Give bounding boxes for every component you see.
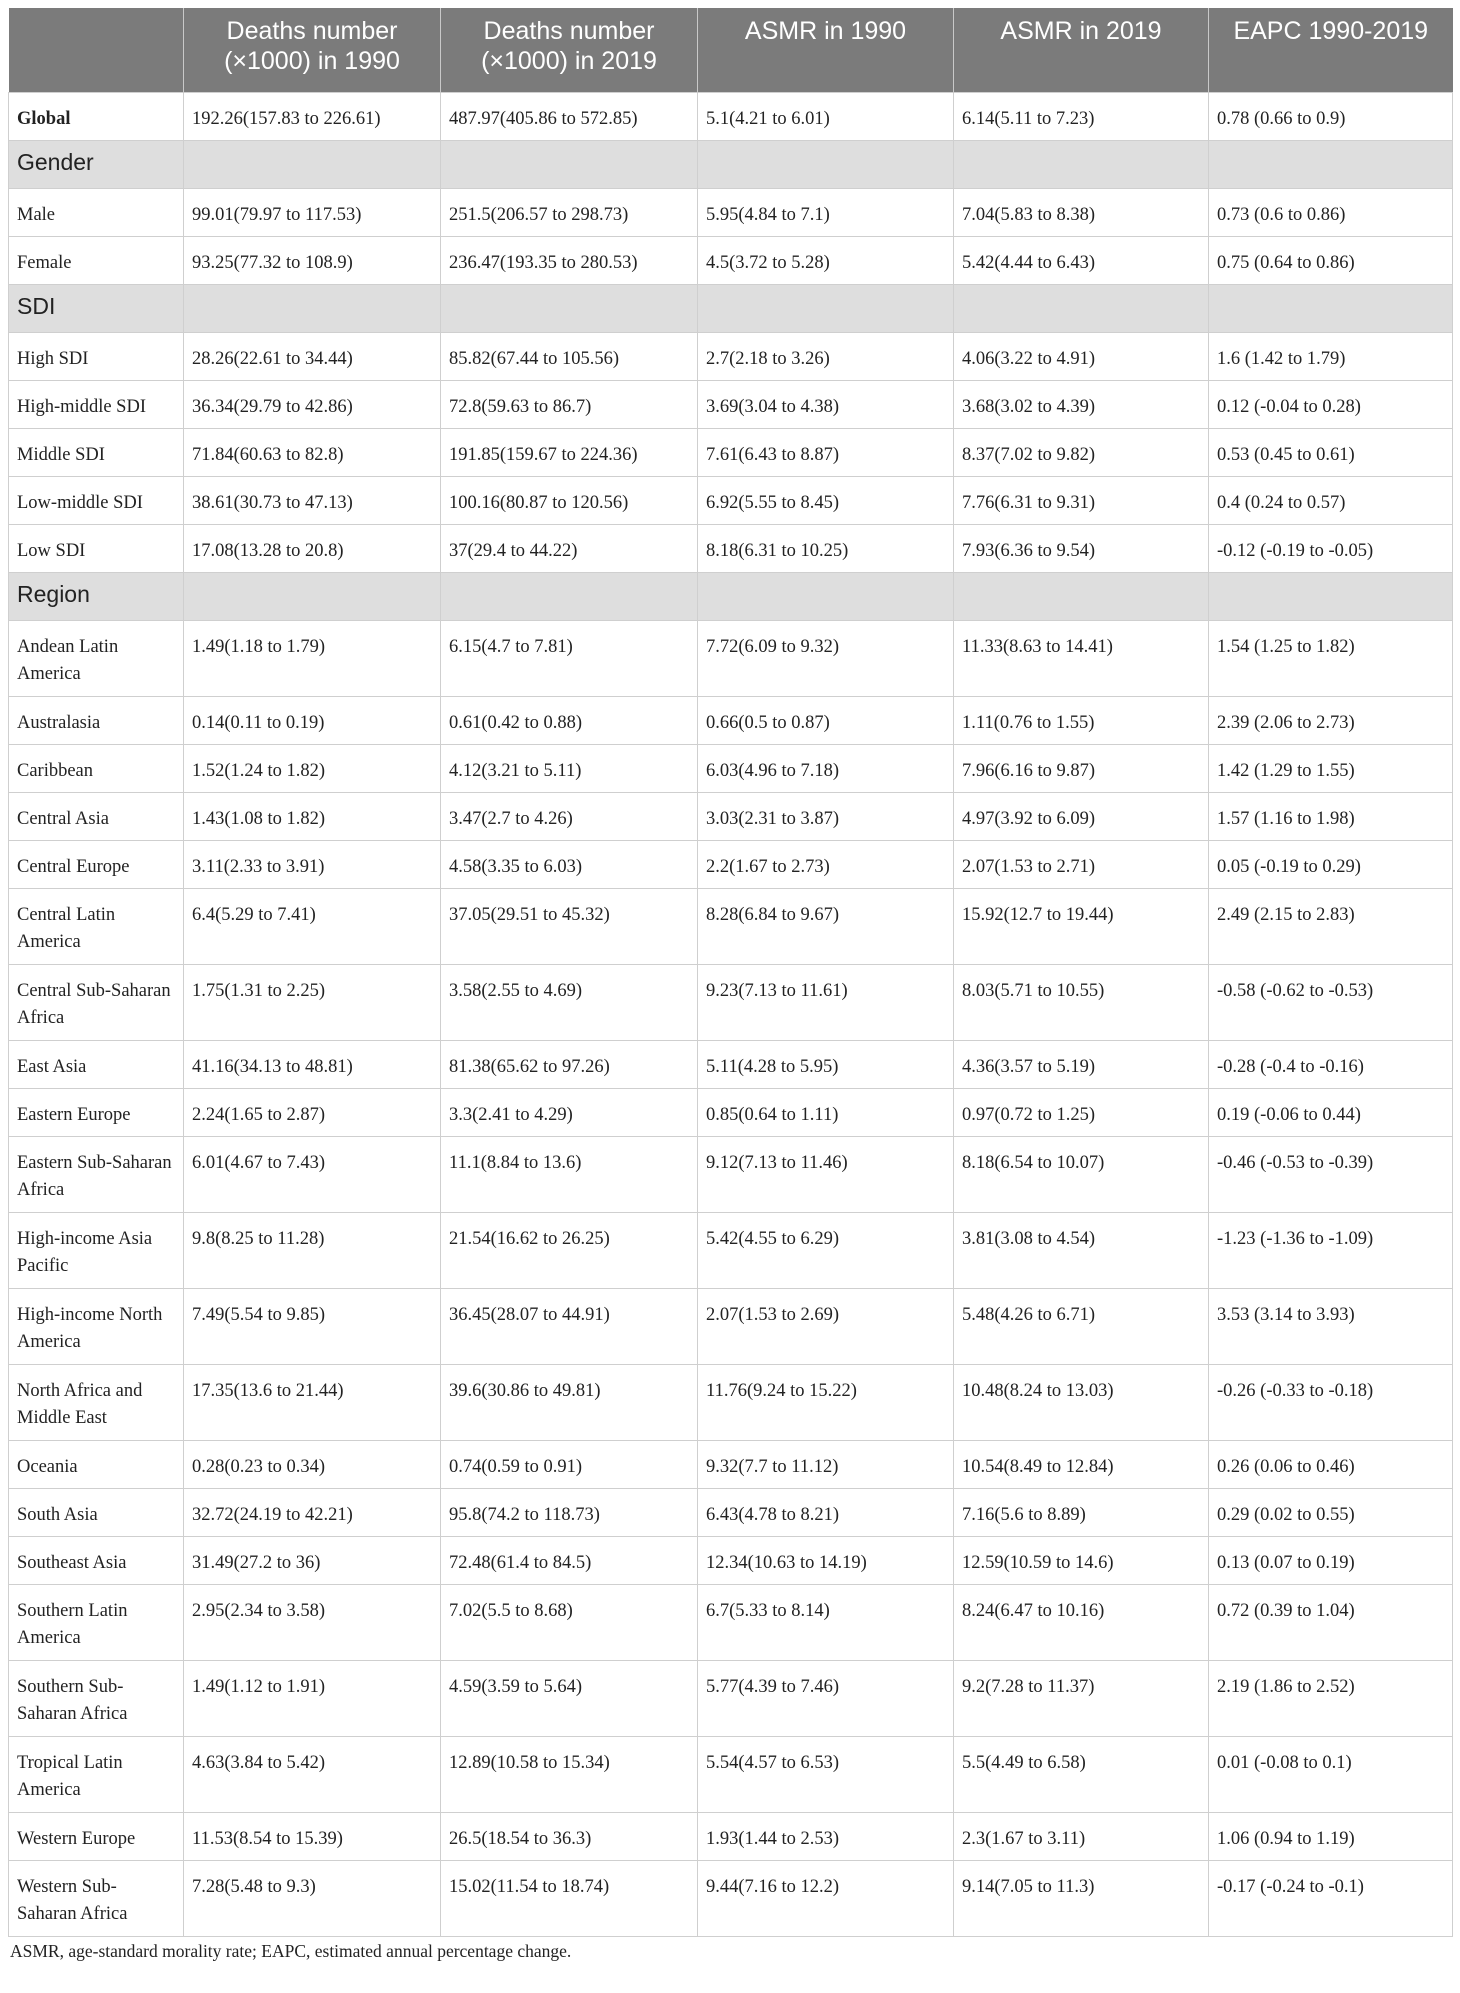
table-cell: 11.1(8.84 to 13.6)	[441, 1136, 698, 1212]
row-label-cell: Southern Latin America	[9, 1584, 184, 1660]
table-cell: 3.03(2.31 to 3.87)	[698, 792, 954, 840]
table-cell: 37(29.4 to 44.22)	[441, 524, 698, 572]
table-row	[9, 1088, 1453, 1136]
table-cell: 5.54(4.57 to 6.53)	[698, 1736, 954, 1812]
table-cell: 0.53 (0.45 to 0.61)	[1209, 428, 1453, 476]
table-cell: 17.08(13.28 to 20.8)	[184, 524, 441, 572]
row-label-cell: Caribbean	[9, 744, 184, 792]
table-body	[9, 92, 1453, 1936]
table-cell: 6.14(5.11 to 7.23)	[954, 92, 1209, 140]
table-cell: 11.53(8.54 to 15.39)	[184, 1812, 441, 1860]
table-cell: 6.03(4.96 to 7.18)	[698, 744, 954, 792]
row-label-cell: South Asia	[9, 1488, 184, 1536]
table-cell: 21.54(16.62 to 26.25)	[441, 1212, 698, 1288]
section-empty-cell	[184, 572, 441, 620]
table-cell: 1.75(1.31 to 2.25)	[184, 964, 441, 1040]
table-cell: 1.11(0.76 to 1.55)	[954, 696, 1209, 744]
table-cell: 3.69(3.04 to 4.38)	[698, 380, 954, 428]
table-cell: 9.2(7.28 to 11.37)	[954, 1660, 1209, 1736]
table-cell: 4.5(3.72 to 5.28)	[698, 236, 954, 284]
table-cell: 5.77(4.39 to 7.46)	[698, 1660, 954, 1736]
table-cell: 2.3(1.67 to 3.11)	[954, 1812, 1209, 1860]
section-empty-cell	[698, 140, 954, 188]
mortality-table	[8, 8, 1453, 1937]
table-cell: 0.26 (0.06 to 0.46)	[1209, 1440, 1453, 1488]
table-row	[9, 1040, 1453, 1088]
section-empty-cell	[1209, 140, 1453, 188]
table-cell: 3.58(2.55 to 4.69)	[441, 964, 698, 1040]
section-empty-cell	[698, 284, 954, 332]
table-cell: 0.4 (0.24 to 0.57)	[1209, 476, 1453, 524]
table-row	[9, 840, 1453, 888]
section-row	[9, 140, 1453, 188]
table-row	[9, 92, 1453, 140]
table-cell: 3.68(3.02 to 4.39)	[954, 380, 1209, 428]
row-label-cell: Andean Latin America	[9, 620, 184, 696]
table-cell: 3.47(2.7 to 4.26)	[441, 792, 698, 840]
row-label-cell: Eastern Sub-Saharan Africa	[9, 1136, 184, 1212]
table-cell: 15.02(11.54 to 18.74)	[441, 1860, 698, 1936]
table-cell: 191.85(159.67 to 224.36)	[441, 428, 698, 476]
table-cell: 15.92(12.7 to 19.44)	[954, 888, 1209, 964]
table-cell: 95.8(74.2 to 118.73)	[441, 1488, 698, 1536]
row-label-cell: Low SDI	[9, 524, 184, 572]
row-label-cell: Central Sub-Saharan Africa	[9, 964, 184, 1040]
table-cell: 0.29 (0.02 to 0.55)	[1209, 1488, 1453, 1536]
table-cell: 1.43(1.08 to 1.82)	[184, 792, 441, 840]
table-cell: 1.52(1.24 to 1.82)	[184, 744, 441, 792]
table-row	[9, 620, 1453, 696]
table-cell: 71.84(60.63 to 82.8)	[184, 428, 441, 476]
table-cell: 6.43(4.78 to 8.21)	[698, 1488, 954, 1536]
table-cell: 8.18(6.31 to 10.25)	[698, 524, 954, 572]
row-label-cell: Tropical Latin America	[9, 1736, 184, 1812]
row-label-cell: Eastern Europe	[9, 1088, 184, 1136]
table-cell: 3.11(2.33 to 3.91)	[184, 840, 441, 888]
row-label-cell: Southeast Asia	[9, 1536, 184, 1584]
row-label-cell: High-middle SDI	[9, 380, 184, 428]
table-cell: 7.04(5.83 to 8.38)	[954, 188, 1209, 236]
table-cell: 9.23(7.13 to 11.61)	[698, 964, 954, 1040]
table-cell: 8.28(6.84 to 9.67)	[698, 888, 954, 964]
table-cell: 93.25(77.32 to 108.9)	[184, 236, 441, 284]
table-cell: 6.01(4.67 to 7.43)	[184, 1136, 441, 1212]
table-cell: 1.93(1.44 to 2.53)	[698, 1812, 954, 1860]
table-row	[9, 236, 1453, 284]
table-cell: 1.42 (1.29 to 1.55)	[1209, 744, 1453, 792]
table-footnote: ASMR, age-standard morality rate; EAPC, estimated annual percentage change.	[10, 1940, 572, 1961]
table-cell: 8.03(5.71 to 10.55)	[954, 964, 1209, 1040]
table-cell: 31.49(27.2 to 36)	[184, 1536, 441, 1584]
table-cell: 2.7(2.18 to 3.26)	[698, 332, 954, 380]
section-label: Region	[9, 572, 184, 620]
table-cell: 7.28(5.48 to 9.3)	[184, 1860, 441, 1936]
section-empty-cell	[954, 140, 1209, 188]
table-cell: 7.61(6.43 to 8.87)	[698, 428, 954, 476]
table-cell: 7.16(5.6 to 8.89)	[954, 1488, 1209, 1536]
table-cell: 8.18(6.54 to 10.07)	[954, 1136, 1209, 1212]
table-cell: 2.19 (1.86 to 2.52)	[1209, 1660, 1453, 1736]
table-cell: 38.61(30.73 to 47.13)	[184, 476, 441, 524]
table-cell: 5.95(4.84 to 7.1)	[698, 188, 954, 236]
table-cell: 0.05 (-0.19 to 0.29)	[1209, 840, 1453, 888]
table-cell: 2.49 (2.15 to 2.83)	[1209, 888, 1453, 964]
table-row	[9, 1212, 1453, 1288]
header-deaths-2019: Deaths number (×1000) in 2019	[441, 8, 698, 92]
table-cell: 85.82(67.44 to 105.56)	[441, 332, 698, 380]
table-cell: 2.95(2.34 to 3.58)	[184, 1584, 441, 1660]
table-row	[9, 792, 1453, 840]
section-empty-cell	[184, 284, 441, 332]
table-cell: 12.89(10.58 to 15.34)	[441, 1736, 698, 1812]
table-cell: 2.2(1.67 to 2.73)	[698, 840, 954, 888]
table-row	[9, 744, 1453, 792]
table-cell: 236.47(193.35 to 280.53)	[441, 236, 698, 284]
table-cell: 1.06 (0.94 to 1.19)	[1209, 1812, 1453, 1860]
section-empty-cell	[1209, 284, 1453, 332]
table-cell: 5.42(4.44 to 6.43)	[954, 236, 1209, 284]
table-cell: 9.44(7.16 to 12.2)	[698, 1860, 954, 1936]
row-label-cell: High-income Asia Pacific	[9, 1212, 184, 1288]
table-row	[9, 428, 1453, 476]
table-row	[9, 1288, 1453, 1364]
table-cell: 1.49(1.12 to 1.91)	[184, 1660, 441, 1736]
table-cell: 8.24(6.47 to 10.16)	[954, 1584, 1209, 1660]
table-cell: 2.39 (2.06 to 2.73)	[1209, 696, 1453, 744]
table-cell: 7.96(6.16 to 9.87)	[954, 744, 1209, 792]
section-label: Gender	[9, 140, 184, 188]
table-cell: 7.02(5.5 to 8.68)	[441, 1584, 698, 1660]
header-row	[9, 8, 1453, 92]
row-label-cell: Middle SDI	[9, 428, 184, 476]
table-cell: 32.72(24.19 to 42.21)	[184, 1488, 441, 1536]
row-label-cell: Male	[9, 188, 184, 236]
row-label-cell: High-income North America	[9, 1288, 184, 1364]
header-asmr-1990: ASMR in 1990	[698, 8, 954, 92]
table-cell: 7.72(6.09 to 9.32)	[698, 620, 954, 696]
table-row	[9, 332, 1453, 380]
table-row	[9, 696, 1453, 744]
table-cell: 4.06(3.22 to 4.91)	[954, 332, 1209, 380]
table-cell: 0.73 (0.6 to 0.86)	[1209, 188, 1453, 236]
table-cell: 0.01 (-0.08 to 0.1)	[1209, 1736, 1453, 1812]
table-cell: 0.78 (0.66 to 0.9)	[1209, 92, 1453, 140]
table-row	[9, 1812, 1453, 1860]
table-cell: 41.16(34.13 to 48.81)	[184, 1040, 441, 1088]
table-cell: 4.36(3.57 to 5.19)	[954, 1040, 1209, 1088]
table-cell: 0.14(0.11 to 0.19)	[184, 696, 441, 744]
table-row	[9, 1364, 1453, 1440]
table-cell: -0.28 (-0.4 to -0.16)	[1209, 1040, 1453, 1088]
table-cell: 9.32(7.7 to 11.12)	[698, 1440, 954, 1488]
section-empty-cell	[184, 140, 441, 188]
section-row	[9, 572, 1453, 620]
table-cell: 26.5(18.54 to 36.3)	[441, 1812, 698, 1860]
table-cell: 100.16(80.87 to 120.56)	[441, 476, 698, 524]
table-cell: 12.34(10.63 to 14.19)	[698, 1536, 954, 1584]
table-cell: 72.8(59.63 to 86.7)	[441, 380, 698, 428]
table-cell: 81.38(65.62 to 97.26)	[441, 1040, 698, 1088]
table-cell: 1.6 (1.42 to 1.79)	[1209, 332, 1453, 380]
table-cell: 9.8(8.25 to 11.28)	[184, 1212, 441, 1288]
row-label-cell: High SDI	[9, 332, 184, 380]
section-empty-cell	[954, 572, 1209, 620]
table-row	[9, 1136, 1453, 1212]
table-cell: 5.1(4.21 to 6.01)	[698, 92, 954, 140]
table-cell: 4.97(3.92 to 6.09)	[954, 792, 1209, 840]
table-cell: 36.34(29.79 to 42.86)	[184, 380, 441, 428]
table-cell: -0.26 (-0.33 to -0.18)	[1209, 1364, 1453, 1440]
table-cell: 0.85(0.64 to 1.11)	[698, 1088, 954, 1136]
table-cell: 12.59(10.59 to 14.6)	[954, 1536, 1209, 1584]
table-cell: 6.92(5.55 to 8.45)	[698, 476, 954, 524]
table-cell: 4.59(3.59 to 5.64)	[441, 1660, 698, 1736]
section-empty-cell	[1209, 572, 1453, 620]
table-cell: 2.07(1.53 to 2.71)	[954, 840, 1209, 888]
table-row	[9, 1660, 1453, 1736]
table-row	[9, 524, 1453, 572]
table-cell: -0.17 (-0.24 to -0.1)	[1209, 1860, 1453, 1936]
table-cell: -0.58 (-0.62 to -0.53)	[1209, 964, 1453, 1040]
table-cell: 5.11(4.28 to 5.95)	[698, 1040, 954, 1088]
table-cell: 6.15(4.7 to 7.81)	[441, 620, 698, 696]
table-row	[9, 1488, 1453, 1536]
table-cell: 72.48(61.4 to 84.5)	[441, 1536, 698, 1584]
table-row	[9, 964, 1453, 1040]
row-label-cell: Low-middle SDI	[9, 476, 184, 524]
row-label-cell: Female	[9, 236, 184, 284]
table-cell: 487.97(405.86 to 572.85)	[441, 92, 698, 140]
section-empty-cell	[441, 140, 698, 188]
table-cell: 9.14(7.05 to 11.3)	[954, 1860, 1209, 1936]
table-cell: 3.3(2.41 to 4.29)	[441, 1088, 698, 1136]
table-cell: 8.37(7.02 to 9.82)	[954, 428, 1209, 476]
row-label-cell: Western Europe	[9, 1812, 184, 1860]
table-cell: 6.4(5.29 to 7.41)	[184, 888, 441, 964]
table-cell: 7.49(5.54 to 9.85)	[184, 1288, 441, 1364]
section-empty-cell	[441, 284, 698, 332]
table-cell: 192.26(157.83 to 226.61)	[184, 92, 441, 140]
table-row	[9, 1440, 1453, 1488]
section-label: SDI	[9, 284, 184, 332]
header-eapc: EAPC 1990-2019	[1209, 8, 1453, 92]
row-label-cell: Central Latin America	[9, 888, 184, 964]
header-asmr-2019: ASMR in 2019	[954, 8, 1209, 92]
table-cell: 4.63(3.84 to 5.42)	[184, 1736, 441, 1812]
table-cell: 11.76(9.24 to 15.22)	[698, 1364, 954, 1440]
row-label-cell: Central Asia	[9, 792, 184, 840]
table-row	[9, 1584, 1453, 1660]
table-cell: 251.5(206.57 to 298.73)	[441, 188, 698, 236]
table-cell: 1.57 (1.16 to 1.98)	[1209, 792, 1453, 840]
table-cell: 7.93(6.36 to 9.54)	[954, 524, 1209, 572]
table-cell: 1.54 (1.25 to 1.82)	[1209, 620, 1453, 696]
table-row	[9, 188, 1453, 236]
table-cell: 4.58(3.35 to 6.03)	[441, 840, 698, 888]
table-cell: 39.6(30.86 to 49.81)	[441, 1364, 698, 1440]
table-container	[8, 8, 1452, 1962]
table-cell: -0.46 (-0.53 to -0.39)	[1209, 1136, 1453, 1212]
table-cell: 10.54(8.49 to 12.84)	[954, 1440, 1209, 1488]
table-cell: 9.12(7.13 to 11.46)	[698, 1136, 954, 1212]
table-cell: 0.12 (-0.04 to 0.28)	[1209, 380, 1453, 428]
table-cell: 0.66(0.5 to 0.87)	[698, 696, 954, 744]
table-cell: 0.28(0.23 to 0.34)	[184, 1440, 441, 1488]
row-label-cell: Australasia	[9, 696, 184, 744]
row-label-cell: Central Europe	[9, 840, 184, 888]
table-cell: 2.24(1.65 to 2.87)	[184, 1088, 441, 1136]
table-cell: -0.12 (-0.19 to -0.05)	[1209, 524, 1453, 572]
row-label-cell: Global	[9, 92, 184, 140]
table-cell: 0.97(0.72 to 1.25)	[954, 1088, 1209, 1136]
table-cell: 4.12(3.21 to 5.11)	[441, 744, 698, 792]
table-cell: 28.26(22.61 to 34.44)	[184, 332, 441, 380]
table-cell: 6.7(5.33 to 8.14)	[698, 1584, 954, 1660]
table-row	[9, 1736, 1453, 1812]
table-cell: 5.5(4.49 to 6.58)	[954, 1736, 1209, 1812]
section-empty-cell	[441, 572, 698, 620]
table-cell: -1.23 (-1.36 to -1.09)	[1209, 1212, 1453, 1288]
table-cell: 0.13 (0.07 to 0.19)	[1209, 1536, 1453, 1584]
table-cell: 3.53 (3.14 to 3.93)	[1209, 1288, 1453, 1364]
section-empty-cell	[698, 572, 954, 620]
table-cell: 0.72 (0.39 to 1.04)	[1209, 1584, 1453, 1660]
row-label-cell: East Asia	[9, 1040, 184, 1088]
table-cell: 3.81(3.08 to 4.54)	[954, 1212, 1209, 1288]
row-label-cell: North Africa and Middle East	[9, 1364, 184, 1440]
table-cell: 0.61(0.42 to 0.88)	[441, 696, 698, 744]
table-cell: 0.75 (0.64 to 0.86)	[1209, 236, 1453, 284]
table-cell: 7.76(6.31 to 9.31)	[954, 476, 1209, 524]
table-cell: 0.19 (-0.06 to 0.44)	[1209, 1088, 1453, 1136]
table-cell: 37.05(29.51 to 45.32)	[441, 888, 698, 964]
table-cell: 11.33(8.63 to 14.41)	[954, 620, 1209, 696]
header-deaths-1990: Deaths number (×1000) in 1990	[184, 8, 441, 92]
section-empty-cell	[954, 284, 1209, 332]
table-cell: 5.48(4.26 to 6.71)	[954, 1288, 1209, 1364]
row-label-cell: Western Sub-Saharan Africa	[9, 1860, 184, 1936]
table-cell: 99.01(79.97 to 117.53)	[184, 188, 441, 236]
table-cell: 36.45(28.07 to 44.91)	[441, 1288, 698, 1364]
table-row	[9, 1536, 1453, 1584]
table-row	[9, 1860, 1453, 1936]
header-region	[9, 8, 184, 92]
table-cell: 0.74(0.59 to 0.91)	[441, 1440, 698, 1488]
table-cell: 2.07(1.53 to 2.69)	[698, 1288, 954, 1364]
section-row	[9, 284, 1453, 332]
table-cell: 10.48(8.24 to 13.03)	[954, 1364, 1209, 1440]
table-cell: 1.49(1.18 to 1.79)	[184, 620, 441, 696]
row-label-cell: Oceania	[9, 1440, 184, 1488]
table-row	[9, 380, 1453, 428]
row-label-cell: Southern Sub-Saharan Africa	[9, 1660, 184, 1736]
table-cell: 5.42(4.55 to 6.29)	[698, 1212, 954, 1288]
table-cell: 17.35(13.6 to 21.44)	[184, 1364, 441, 1440]
table-row	[9, 476, 1453, 524]
table-row	[9, 888, 1453, 964]
